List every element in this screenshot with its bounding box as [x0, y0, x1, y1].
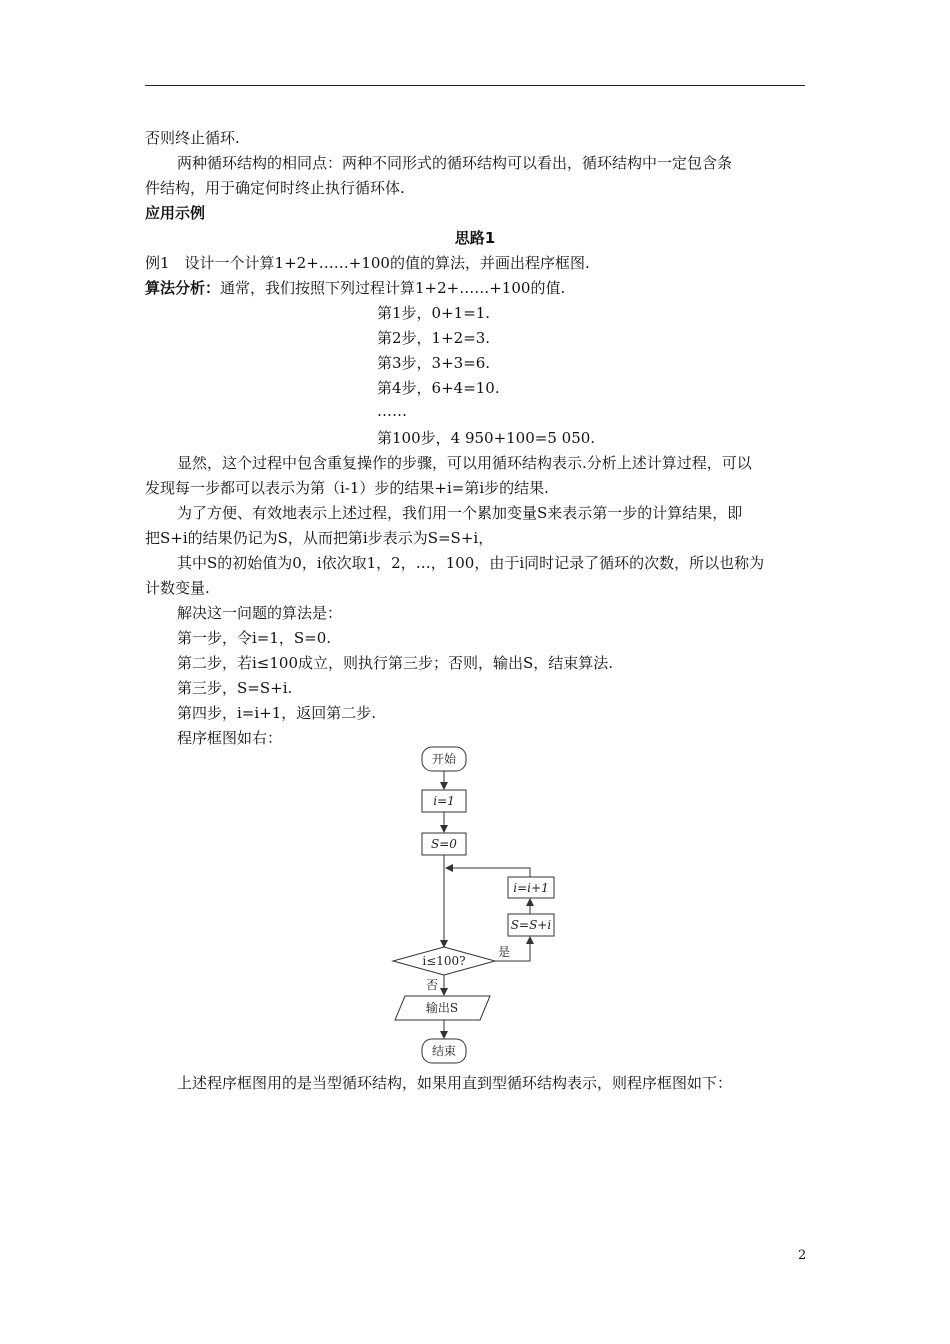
- text-line: 把S+i的结果仍记为S，从而把第i步表示为S=S+i，: [145, 529, 494, 547]
- text-line: 否则终止循环.: [145, 129, 240, 147]
- init-s-label: S=0: [431, 837, 457, 851]
- ellipsis-line: ……: [377, 402, 407, 420]
- text-line: 程序框图如右：: [177, 729, 283, 747]
- condition-label: i≤100?: [422, 954, 466, 968]
- example-title: 例1 设计一个计算1+2+……+100的值的算法，并画出程序框图.: [145, 254, 590, 272]
- text-line: 其中S的初始值为0，i依次取1，2，…，100，由于i同时记录了循环的次数，所以也称为: [177, 554, 765, 572]
- text-line: 发现每一步都可以表示为第（i-1）步的结果+i=第i步的结果.: [145, 479, 549, 497]
- analysis-text: 通常，我们按照下列过程计算1+2+……+100的值.: [220, 279, 566, 297]
- page-number: 2: [798, 1248, 807, 1263]
- section-heading: 应用示例: [145, 204, 206, 222]
- text-line: 显然，这个过程中包含重复操作的步骤，可以用循环结构表示.分析上述计算过程，可以: [177, 454, 752, 472]
- text-line: 件结构，用于确定何时终止执行循环体.: [145, 179, 405, 197]
- flowchart: [380, 740, 620, 1070]
- end-label: 结束: [431, 1044, 457, 1058]
- algorithm-step: 第三步，S=S+i.: [177, 679, 293, 697]
- loop-back-arrow: [446, 868, 530, 877]
- text-line: 计数变量.: [145, 579, 210, 597]
- algorithm-step: 第一步，令i=1，S=0.: [177, 629, 332, 647]
- output-label: 输出S: [425, 1001, 459, 1015]
- start-label: 开始: [431, 752, 457, 766]
- step-line: 第4步，6+4=10.: [377, 379, 500, 397]
- step-line: 第1步，0+1=1.: [377, 304, 491, 322]
- step-line: 第100步，4 950+100=5 050.: [377, 429, 596, 447]
- text-line: 为了方便、有效地表示上述过程，我们用一个累加变量S来表示第一步的计算结果，即: [177, 504, 743, 522]
- text-line: 两种循环结构的相同点：两种不同形式的循环结构可以看出，循环结构中一定包含条: [177, 154, 733, 172]
- no-label: 否: [426, 978, 439, 992]
- algorithm-step: 第二步，若i≤100成立，则执行第三步；否则，输出S，结束算法.: [177, 654, 614, 672]
- inc-i-label: i=i+1: [513, 881, 549, 895]
- algorithm-step: 第四步，i=i+1，返回第二步.: [177, 704, 377, 722]
- subsection-heading: 思路1: [454, 229, 496, 247]
- text-line: 上述程序框图用的是当型循环结构，如果用直到型循环结构表示，则程序框图如下：: [177, 1074, 733, 1092]
- header-rule: [145, 85, 805, 86]
- add-s-label: S=S+i: [510, 918, 552, 932]
- step-line: 第2步，1+2=3.: [377, 329, 491, 347]
- step-line: 第3步，3+3=6.: [377, 354, 491, 372]
- analysis-label: 算法分析：: [145, 279, 221, 297]
- yes-label: 是: [498, 945, 511, 959]
- init-i-label: i=1: [433, 794, 455, 808]
- text-line: 解决这一问题的算法是：: [177, 604, 343, 622]
- analysis-line: [145, 278, 565, 298]
